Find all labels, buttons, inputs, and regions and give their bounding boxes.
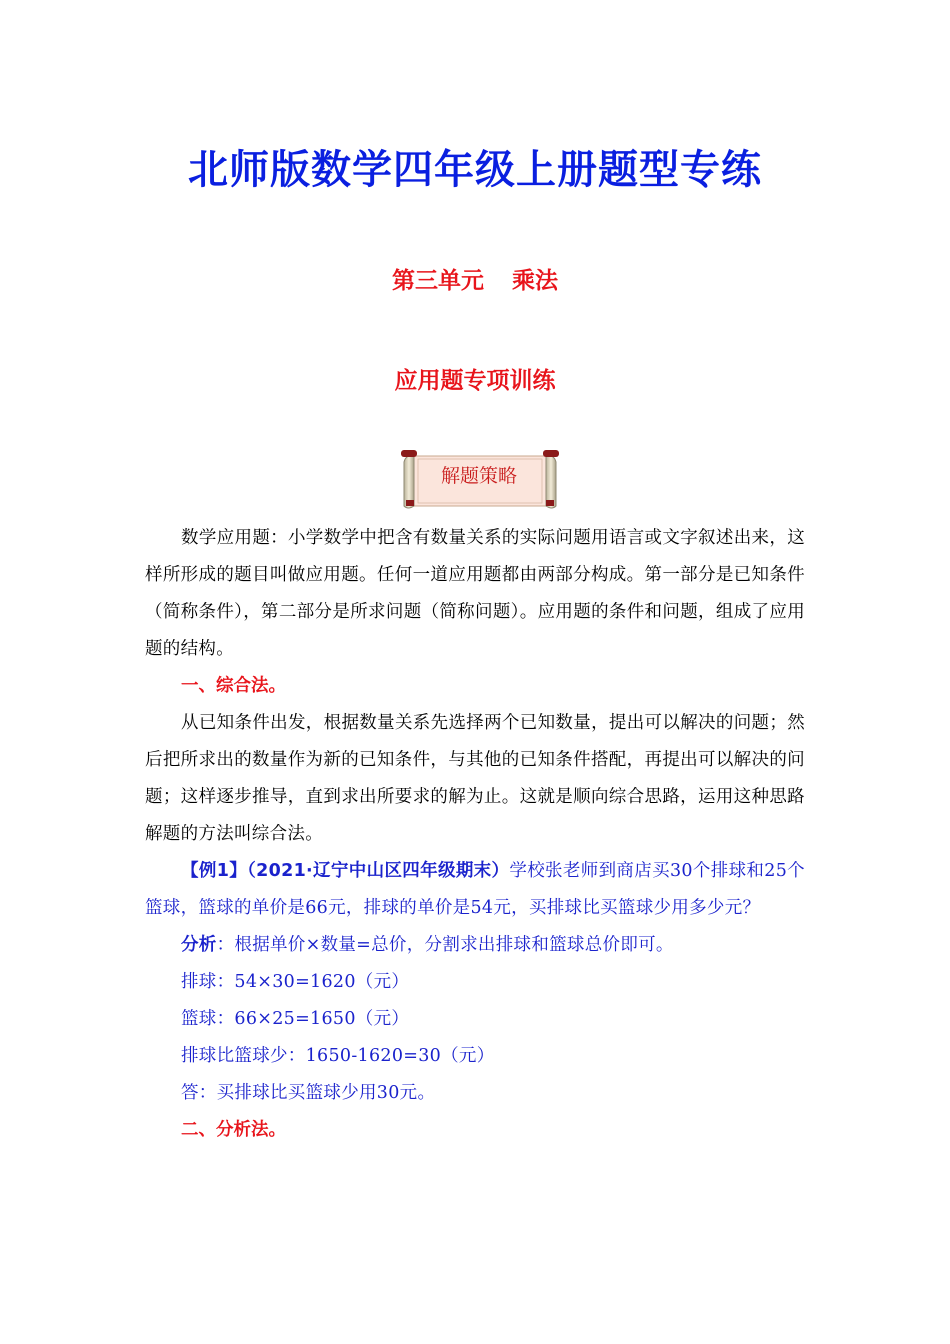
synthesis-paragraph: 从已知条件出发，根据数量关系先选择两个已知数量，提出可以解决的问题；然后把所求出的数量作为新的已知条件，与其他的已知条件搭配，再提出可以解决的问题；这样逐步推导，直到求出所要求的解为止。这就是顺向综合思路，运用这种思路解题的方法叫综合法。 — [145, 713, 805, 844]
analysis-line — [145, 927, 805, 964]
method-heading-analysis: 二、分析法。 — [181, 1120, 286, 1140]
example-question-text: 学校张老师到商店买30个排球和25个篮球，篮球的单价是66元，排球的单价是54元，买排球比买篮球少用多少元？ — [145, 861, 805, 918]
solution-step-difference: 排球比篮球少：1650-1620=30（元） — [181, 1046, 495, 1066]
method-heading-synthesis: 一、综合法。 — [181, 676, 286, 696]
content-body — [145, 520, 805, 1149]
strategy-label: 解题策略 — [440, 465, 517, 487]
solution-step-volleyball: 排球：54×30=1620（元） — [181, 972, 410, 992]
section-title: 应用题专项训练 — [394, 368, 556, 394]
analysis-label: 分析 — [181, 935, 217, 955]
example-question — [145, 853, 805, 927]
solution-step-basketball: 篮球：66×25=1650（元） — [181, 1009, 410, 1029]
intro-paragraph: 数学应用题：小学数学中把含有数量关系的实际问题用语言或文字叙述出来，这样所形成的题目叫做应用题。任何一道应用题都由两部分构成。第一部分是已知条件（简称条件），第二部分是所求问题（简称问题）。应用题的条件和问题，组成了应用题的结构。 — [145, 528, 805, 659]
document-title: 北师版数学四年级上册题型专练 — [188, 147, 762, 193]
strategy-banner — [396, 448, 562, 510]
unit-name: 乘法 — [512, 268, 558, 294]
unit-number: 第三单元 — [392, 268, 484, 294]
example-label: 【例1】（2021·辽宁中山区四年级期末） — [181, 861, 510, 881]
unit-title — [0, 262, 950, 295]
solution-answer: 答：买排球比买篮球少用30元。 — [181, 1083, 436, 1103]
analysis-text: ：根据单价×数量=总价，分割求出排球和篮球总价即可。 — [216, 935, 674, 955]
